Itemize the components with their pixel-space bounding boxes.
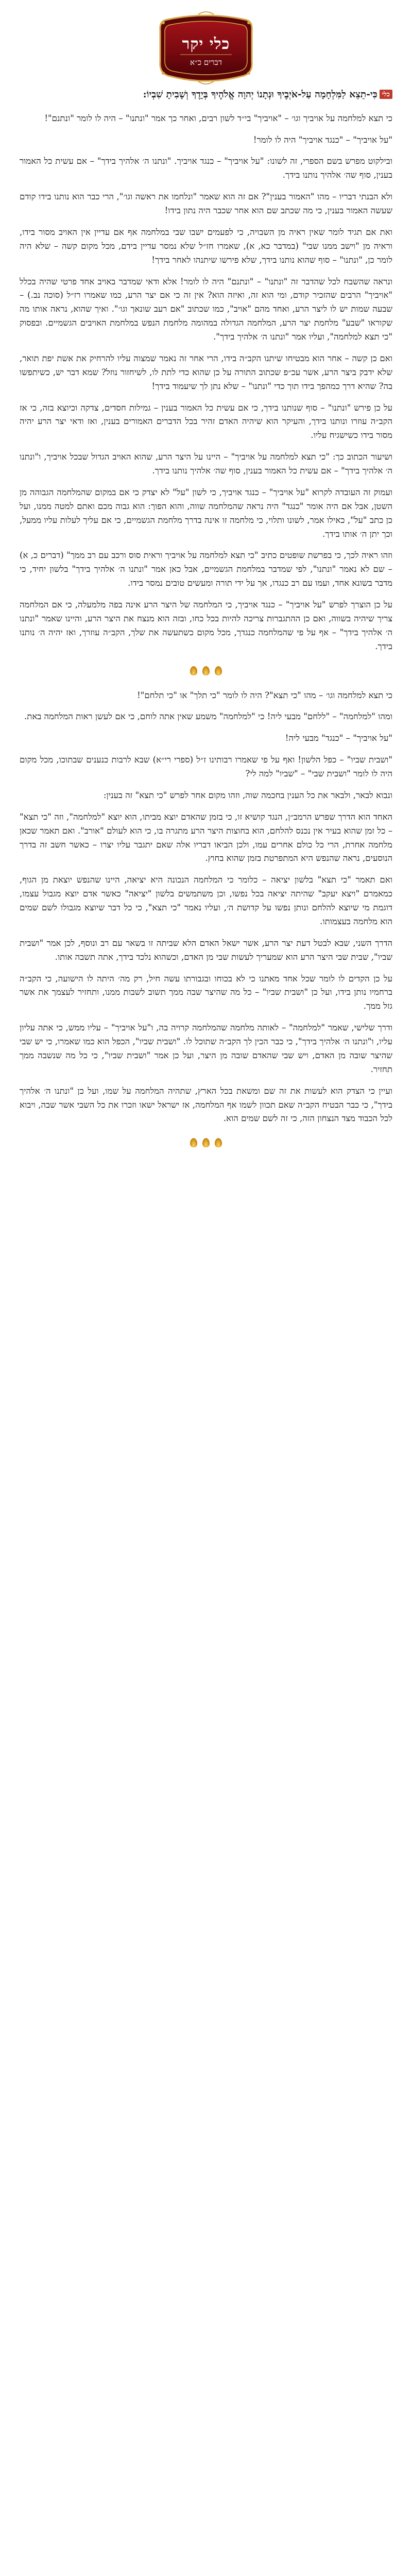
flame-icon [190,1138,197,1147]
flame-icon [202,1138,210,1147]
paragraph: כי תצא למלחמה על אויביך וגו׳ – "אויביך" בי״ד לשון רבים, ואחר כך אמר "ונתנו" – היה לו לומר "ונתנם"! [44,113,392,123]
flame-icon [215,1138,222,1147]
flame-icon [215,666,222,675]
paragraph: ודרך שלישי, שאמר "למלחמה" – לאותה מלחמה שהמלחמה קרויה בה, ו"על אויביך" – עליו ממש, כי אתה עליון עליו, ו"ונתנו ה׳ אלהיך בידך", כי כבר הכין לך הקב״ה שתוכל לו. "ושבית שביו", הכפל הוא כמו שאמרו, כי יש שבי שהיצר שובה מן האדם, ויש שבי שהאדם שובה מן היצר, ועל כן אמר "ושבית שביו", כי כל מה שנשבה ממך תחזיר. [20,1023,392,1074]
section-divider [20,1138,392,1148]
verse-text: כִּי-תֵצֵא לַמִּלְחָמָה עַל-אֹיְבֶיךָ וּנְתָנוֹ יְהוָה אֱלֹהֶיךָ בְּיָדֶךָ וְשָׁבִיתָ שִׁבְיוֹ: [143,89,377,100]
paragraph: על כן הוצרך לפרש "על אויביך" – כנגד אויביך, כי המלחמה של היצר הרע אינה בפה מלמעלה, כי אם המלחמה צריך שיהיה בשווה, ואם כן ההתגברות צריכה להיות בכל כחו, ובזה הוא מנצח את היצר הרע, והיינו שאמר "ונתנו ה׳ אלהיך בידך" – אף על פי שהמלחמה כנגדך, מכל מקום כשתעשה את שלך, הקב״ה עוזרך, ואז יהיה ה׳ נותנו בידך. [20,600,392,651]
paragraph: ובילקוט מפרש בשם הספרי, זה לשונו: "על אויביך" – כנגד אויביך. "ונתנו ה׳ אלהיך בידך" – אם עשית כל האמור בענין, סוף שה׳ אלהיך נותנו בידך. [20,156,392,180]
paragraph: וזהו ראיה לכך, כי בפרשת שופטים כתיב "כי תצא למלחמה על אויביך וראית סוס ורכב עם רב ממך" (דברים כ, א) – שם לא נאמר "ונתנו", לפי שמדבר במלחמת הגשמיים, אבל כאן אמר "ונתנו ה׳ אלהיך בידך" בלשון יחיד, כי מדבר בשונא אחד, ועמו עם רב כנגדו, אך על ידי תורה ומעשים טובים נמסר בידו. [20,550,392,588]
paragraph: האחד הוא הדרך שפרש הרמב״ן, הנגד קושיא זו, כי בזמן שהאדם יוצא מביתו, הוא יוצא "למלחמה", וזה "כי תצא" – כל זמן שהוא בעיר אין נכנס להלחם, הוא בחוצות היצר הרע מתגרה בו, כי הוא לעולם "אורב". ואם תאמר שכאן מלחמה אחרת, הרי כל כולם אחרים עמו, ולכן הביאו דבריו אלה שאם יתגבר עליו יצרו – כאשר חשב זה בדרך הנוסעים, נראה שהנפש היא המתפרטת בזמן שהוא בחוץ. [20,811,392,863]
paragraph: ועמוק זה העובדה לקרוא "על אויביך" – כנגד אויביך, כי לשון "על" לא יצדק כי אם במקום שהמלחמה הגבוהה מן השטן, אבל אם היה אומר "כנגד" היה נראה שהמלחמה שווה, והוא הפוך: הוא גבוה מכם ואתם למטה ממנו, ועל כן כתב "על", כאילו אמר, לשונו ותלוי, כי מלחמה זו אינה בדרך מלחמת הגשמיים, כי אם עליך לעלות עליו ממעל, וכך יתן ה׳ אותו בידך. [20,487,392,539]
paragraph: ואם תאמר "כי תצא" בלשון יציאה – כלומר כי המלחמה הנכונה היא יציאה, היינו שהנפש יוצאת מן הגוף, כמאמרם "ויצא יעקב" שהיתה יציאה בכל נפשו, וכן משתמשים בלשון "יציאה" כאשר אדם יוצא מגבול עצמו, דוגמת מי שיוצא להלחם ונותן נפשו על קדושת ה׳, ועליו נאמר "כי תצא", כי כל דבר שיוצא מגבולו לשם שמים הוא מלחמה בעצמותו. [20,875,392,926]
paragraph: "על אויביך" – "כנגד" מבעי ליה! [285,733,392,743]
paragraph: הדרך השני, שבא לבטל דעת יצר הרע, אשר ישאל האדם הלא שביתה זו בשאר עם רב ונוסף, לכן אמר "ושבית שביו", שבית שבי היצר הרע הוא שמעריך לעשות שבי מן האדם, וכשהוא נלכד בידך, אתה תשבה אותו. [20,938,392,962]
banner-title: כלי יקר [182,35,230,53]
paragraph: ושיעור הכתוב כך: "כי תצא למלחמה על אויביך" – היינו על היצר הרע, שהוא האויב הגדול שבכל אויביך, ו"ונתנו ה׳ אלהיך בידך" – אם עשית כל האמור בענין, סוף שה׳ אלהיך נותנו בידך. [20,452,392,476]
paragraph: כי תצא למלחמה וגו׳ – מהו "כי תצא"? היה לו לומר "כי תלך" או "כי תלחם"! [137,690,392,700]
paragraph: "על אויביך" – "כנגד אויביך" היה לו לומר! [253,134,392,145]
paragraph: ועיין כי הצדק הוא לעשות את זה שם ומשאת בכל הארץ, שתהיה המלחמה על שמו, ועל כן "ונתנו ה׳ אלהיך בידך", כי כבר הבטיח הקב״ה שאם תכוון לשמו אף המלחמה, אז ישראל ישאו וזכרו את כל השבי אשר שבה, ויבוא לכל הכבוד מצד הנצחון הזה, כי זה לשם שמים הוא. [20,1086,392,1124]
paragraph: ואת אם תגיד לומר שאין ראיה מן השבויה, כי לפעמים ישבו שבי במלחמה אף אם עדיין אין האויב מסור בידו, וראיה מן "וישב ממנו שבי" (במדבר כא, א), שאמרו חז״ל שלא נמסר עדיין בידם, מכל מקום קשה – שלא היה לומר כן, "ונתנו" – סוף שהוא נותנו בידך, שלא פירשו שיתנהו לאחר בידך! [20,227,392,265]
paragraph: ונראה שהשבח לכל שהדבר זה "ונתנו" – "ונתנם" היה לו לומר! אלא ודאי שמדבר באויב אחד פרטי שהיה בכלל "אויביך" הרבים שהזכיר קודם, ומי הוא זה, ואיזה הוא? אין זה כי אם יצר הרע, כמו שאמרו רז״ל (סוכה נב.) – שבעה שמות יש לו ליצר הרע, ואחד מהם "אויב", כמו שכתוב "אם רעב שונאך וגו׳". ואיך שהוא, נראה אותו מה שקוראו "שבע" מלחמת יצר הרע, המלחמה הגדולה במהומה מלחמת הנפש במלחמת האויבים הגשמיים. ובפסוק "כי תצא למלחמה", ועליו אמר "ונתנו ה׳ אלהיך בידך". [20,276,392,342]
verse [20,88,392,103]
flame-icon [202,666,210,675]
paragraph: ולא הבנתי דבריו – מהו "האמור בענין"? אם זה הוא שאמר "ונלחמו את ראשה וגו׳", הרי כבר הוא נותנו בידו קודם שעשה האמור בענין, כי מה שכתב שם הוא אחר שכבר היה נתון בידו! [20,192,392,216]
paragraph: ומהו "למלחמה" – "ללחם" מבעי ליה! כי "למלחמה" משמע שאין אתה לוחם, כי אם לעשן ראות המלחמה באת. [24,711,392,722]
commentary-badge: כלי [380,90,392,99]
paragraph: ונבוא לבאר, ולבאר את כל הענין בחכמה שוה, וזהו מקום אחר לפרש "כי תצא" זה בענין: [103,790,392,800]
banner-subtitle: דברים כ״א [190,58,222,67]
section-divider [20,666,392,676]
paragraph: על כן הקדים לו לומר שכל אחד מאתנו כי לא בכוחו ובגבורתו עשה חיל, רק מה׳ היתה לו הישועה, כי הקב״ה ברחמיו נותן בידו, ועל כן "ושבית שביו" – כל מה שהיצר שבה ממך תשוב לשבות ממנו, ותחזיר לעצמך את אשר גזל ממך. [20,973,392,1011]
paragraph: "ושבית שביו" – כפל הלשון! ואף על פי שאמרו רבותינו ז״ל (ספרי רי״א) שבא לרבות כנענים שבתוכו, מכל מקום היה לו לומר "ושבית שבי" – "שביו" למה לי? [20,755,392,779]
title-banner [157,10,255,88]
paragraph: ואם כן קשה – אחר הוא מבטיחו שיתנו הקב״ה בידו, הרי אחר זה נאמר שמצוה עליו להרחיק את אשת יפת תואר, שלא ידבק ביצר הרע, אשר עכ״פ שכתוב התורה על כן שהוא כדי לתת לו, לשיחזור נוזל? שמא דבר יש, כשיתפשו בה? שהיא דרך כמהפך בידו תוך כדי "ונתנו" – שלא נתן לך שיעמוד בידך! [20,353,392,391]
flame-icon [190,666,197,675]
paragraph: על כן פירש "ונתנו" – סוף שנותנו בידך, כי אם עשית כל האמור בענין – גמילות חסדים, צדקה וכיוצא בזה, כי אז הקב״ה עוזרו ונותנו בידך, והעיקר הוא שיהיה האדם זהיר בכל הדברים האמורים בענין, ואז ודאי יצר הרע יהיה מסור בידו כשישגיח עליו. [20,402,392,440]
commentary-body [20,88,392,1161]
